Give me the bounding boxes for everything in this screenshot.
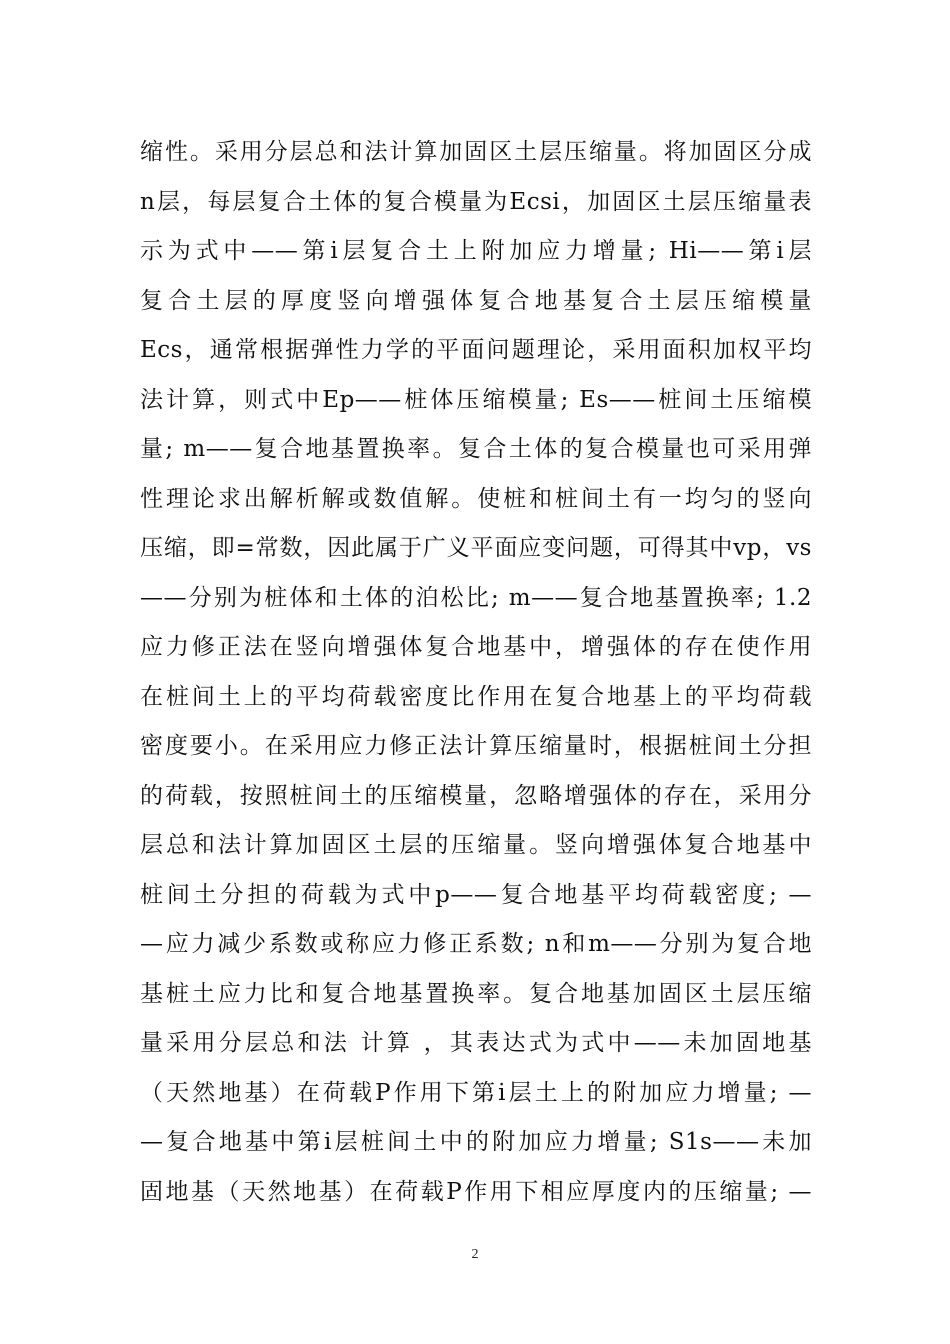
text-line: ——分别为桩体和土体的泊松比; m——复合地基置换率; 1.2 bbox=[140, 584, 812, 611]
text-line: 性理论求出解析解或数值解。使桩和桩间土有一均匀的竖向 bbox=[140, 485, 812, 512]
page-number: 2 bbox=[471, 1247, 479, 1262]
text-line: Ecs，通常根据弹性力学的平面问题理论，采用面积加权平均 bbox=[140, 337, 812, 363]
text-line: 压缩，即=常数，因此属于广义平面应变问题，可得其中vp，vs bbox=[140, 535, 812, 561]
text-line: —复合地基中第i层桩间土中的附加应力增量; S1s——未加 bbox=[140, 1129, 812, 1155]
text-line: 复合土层的厚度竖向增强体复合地基复合土层压缩模量 bbox=[140, 287, 812, 314]
text-line: 的荷载，按照桩间土的压缩模量，忽略增强体的存在，采用分 bbox=[140, 782, 812, 809]
text-line: 量; m——复合地基置换率。复合土体的复合模量也可采用弹 bbox=[140, 436, 812, 462]
text-line: —应力减少系数或称应力修正系数; n和m——分别为复合地 bbox=[140, 931, 812, 957]
text-line: 缩性。采用分层总和法计算加固区土层压缩量。将加固区分成 bbox=[140, 139, 812, 165]
body-text bbox=[140, 128, 812, 1217]
text-line: n层，每层复合土体的复合模量为Ecsi，加固区土层压缩量表 bbox=[140, 188, 812, 215]
text-line: 在桩间土上的平均荷载密度比作用在复合地基上的平均荷载 bbox=[140, 683, 812, 710]
text-line: 基桩土应力比和复合地基置换率。复合地基加固区土层压缩 bbox=[140, 980, 812, 1007]
text-line: 密度要小。在采用应力修正法计算压缩量时，根据桩间土分担 bbox=[140, 733, 812, 759]
text-line: 法计算，则式中Ep——桩体压缩模量; Es——桩间土压缩模 bbox=[140, 386, 812, 413]
text-line: 量采用分层总和法 计算 ，其表达式为式中——未加固地基 bbox=[140, 1030, 812, 1056]
text-line: （天然地基）在荷载P作用下第i层土上的附加应力增量; — bbox=[140, 1079, 812, 1106]
text-line: 示为式中——第i层复合土上附加应力增量; Hi——第i层 bbox=[140, 238, 812, 264]
text-line: 固地基（天然地基）在荷载P作用下相应厚度内的压缩量; — bbox=[140, 1178, 812, 1205]
text-line: 桩间土分担的荷载为式中p——复合地基平均荷载密度; — bbox=[140, 881, 812, 908]
text-line: 层总和法计算加固区土层的压缩量。竖向增强体复合地基中 bbox=[140, 832, 812, 858]
text-line: 应力修正法在竖向增强体复合地基中，增强体的存在使作用 bbox=[140, 634, 812, 660]
